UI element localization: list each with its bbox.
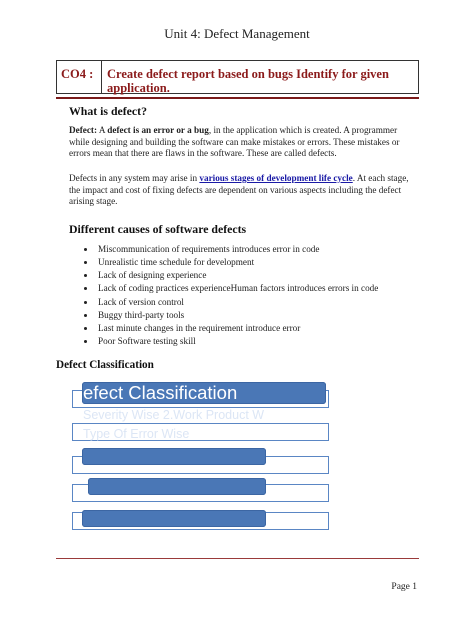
- bottom-divider: [56, 558, 419, 559]
- list-item: • Unrealistic time schedule for development: [96, 256, 426, 269]
- defect-classification-diagram: [66, 378, 346, 538]
- causes-heading: Different causes of software defects: [69, 222, 247, 236]
- course-outcome-box: [56, 60, 419, 94]
- top-divider: [56, 97, 419, 99]
- life-cycle-link[interactable]: various stages of development life cycle: [199, 173, 353, 183]
- diagram-title-text: efect Classification: [83, 382, 238, 403]
- list-item: • Lack of version control: [96, 296, 426, 309]
- stages-text-end: . At each stage, the impact and cost of fixing defects are dependent on various aspects including the defect arising stage.: [69, 173, 409, 206]
- classification-heading: Defect Classification: [56, 359, 154, 371]
- list-item: • Lack of designing experience: [96, 269, 426, 282]
- diagram-bar: [88, 478, 266, 495]
- causes-list: [82, 243, 426, 348]
- definition-mid: A: [97, 125, 108, 135]
- diagram-bar: [82, 510, 266, 527]
- list-item: • Miscommunication of requirements introduces error in code: [96, 243, 426, 256]
- page-number: Page 1: [391, 582, 417, 592]
- list-item: • Poor Software testing skill: [96, 335, 426, 348]
- what-is-defect-heading: What is defect?: [69, 104, 147, 118]
- definition-bold: defect is an error or a bug: [107, 125, 209, 135]
- definition-rest: , in the application which is created. A programmer while designing and building the software can make mistakes or errors. These mistakes or errors mean that there are flaws in the software. These are called defects.: [69, 125, 400, 158]
- defect-term: Defect:: [69, 125, 98, 135]
- co-text: Create defect report based on bugs Identify for given application.: [107, 67, 389, 95]
- diagram-line-2: Type Of Error Wise: [83, 427, 190, 441]
- list-item: • Buggy third-party tools: [96, 309, 426, 322]
- defect-definition-paragraph: [69, 125, 419, 160]
- defect-stages-paragraph: [69, 173, 419, 208]
- diagram-bar: [82, 448, 266, 465]
- stages-text-start: Defects in any system may arise in: [69, 173, 200, 183]
- page-header: Unit 4: Defect Management: [164, 26, 310, 41]
- co-label: CO4 :: [57, 61, 102, 93]
- list-item: • Last minute changes in the requirement introduce error: [96, 322, 426, 335]
- list-item: • Lack of coding practices experienceHuman factors introduces errors in code: [96, 282, 426, 295]
- diagram-line-1: Severity Wise 2.Work Product W: [83, 408, 265, 422]
